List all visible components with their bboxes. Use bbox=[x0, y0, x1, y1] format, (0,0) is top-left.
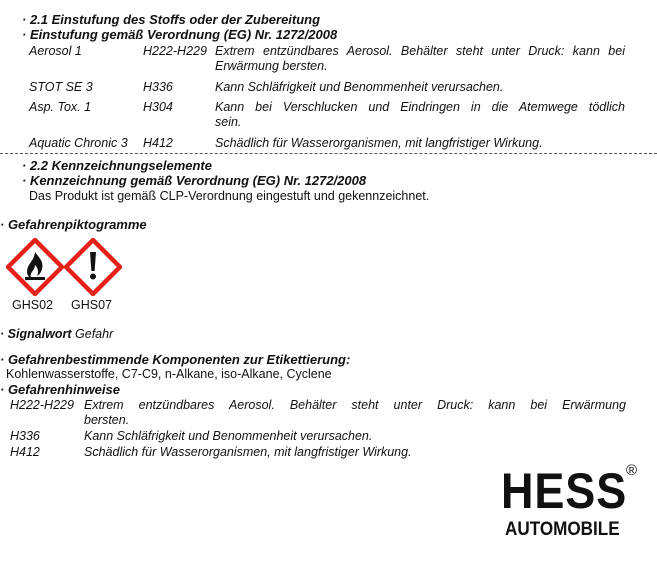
hazard-code-h412: H412 bbox=[10, 445, 40, 459]
code-h412: H412 bbox=[143, 136, 173, 150]
code-h304: H304 bbox=[143, 100, 173, 114]
hazard-statement-h222-2: bersten. bbox=[84, 413, 130, 427]
code-h222-h229: H222-H229 bbox=[143, 44, 207, 58]
hazard-statement-h222-1: Extrem entzündbares Aerosol. Behälter steht unter Druck: kann bei Erwärmung bbox=[84, 398, 626, 412]
hazard-text-aerosol-2: Erwärmung bersten. bbox=[215, 59, 328, 73]
hazard-code-h222-h229: H222-H229 bbox=[10, 398, 74, 412]
hazard-text-aerosol-1: Extrem entzündbares Aerosol. Behälter steht unter Druck: kann bei bbox=[215, 44, 625, 58]
section-2-1-subheading: · Einstufung gemäß Verordnung (EG) Nr. 1272/2008 bbox=[22, 27, 338, 42]
logo-subtitle: AUTOMOBILE bbox=[505, 519, 620, 540]
exclamation-icon bbox=[64, 238, 122, 296]
components-heading: · Gefahrenbestimmende Komponenten zur Etikettierung: bbox=[0, 352, 351, 367]
pictogram-label-ghs02: GHS02 bbox=[12, 298, 53, 312]
hazard-text-stot: Kann Schläfrigkeit und Benommenheit verursachen. bbox=[215, 80, 504, 94]
signal-word-value: Gefahr bbox=[75, 327, 114, 341]
flame-icon bbox=[6, 238, 64, 296]
logo-registered-mark: ® bbox=[626, 462, 638, 479]
hazard-statement-h336: Kann Schläfrigkeit und Benommenheit verursachen. bbox=[84, 429, 373, 443]
hazard-text-asp-1: Kann bei Verschlucken und Eindringen in die Atemwege tödlich bbox=[215, 100, 625, 114]
hazard-statements-heading: · Gefahrenhinweise bbox=[0, 382, 120, 397]
hazard-code-h336: H336 bbox=[10, 429, 40, 443]
hazard-text-asp-2: sein. bbox=[215, 115, 242, 129]
classification-stot: STOT SE 3 bbox=[29, 80, 93, 94]
signal-word bbox=[0, 327, 113, 341]
hazard-statement-h412: Schädlich für Wasserorganismen, mit langfristiger Wirkung. bbox=[84, 445, 412, 459]
section-2-2-text: Das Produkt ist gemäß CLP-Verordnung eingestuft und gekennzeichnet. bbox=[29, 189, 430, 203]
pictogram-label-ghs07: GHS07 bbox=[71, 298, 112, 312]
pictograms-heading: · Gefahrenpiktogramme bbox=[0, 217, 147, 232]
logo-name: HESS bbox=[501, 463, 628, 519]
section-divider bbox=[0, 153, 657, 154]
section-2-1-heading: · 2.1 Einstufung des Stoffs oder der Zubereitung bbox=[22, 12, 321, 27]
classification-aerosol: Aerosol 1 bbox=[29, 44, 82, 58]
classification-aquatic: Aquatic Chronic 3 bbox=[29, 136, 128, 150]
code-h336: H336 bbox=[143, 80, 173, 94]
section-2-2-subheading: · Kennzeichnung gemäß Verordnung (EG) Nr. 1272/2008 bbox=[22, 173, 367, 188]
signal-word-label: · Signalwort bbox=[0, 327, 72, 341]
hazard-text-aquatic: Schädlich für Wasserorganismen, mit langfristiger Wirkung. bbox=[215, 136, 543, 150]
section-2-2-heading: · 2.2 Kennzeichnungselemente bbox=[22, 158, 212, 173]
components-text: Kohlenwasserstoffe, C7-C9, n-Alkane, iso-Alkane, Cyclene bbox=[6, 367, 332, 381]
classification-asp-tox: Asp. Tox. 1 bbox=[29, 100, 92, 114]
